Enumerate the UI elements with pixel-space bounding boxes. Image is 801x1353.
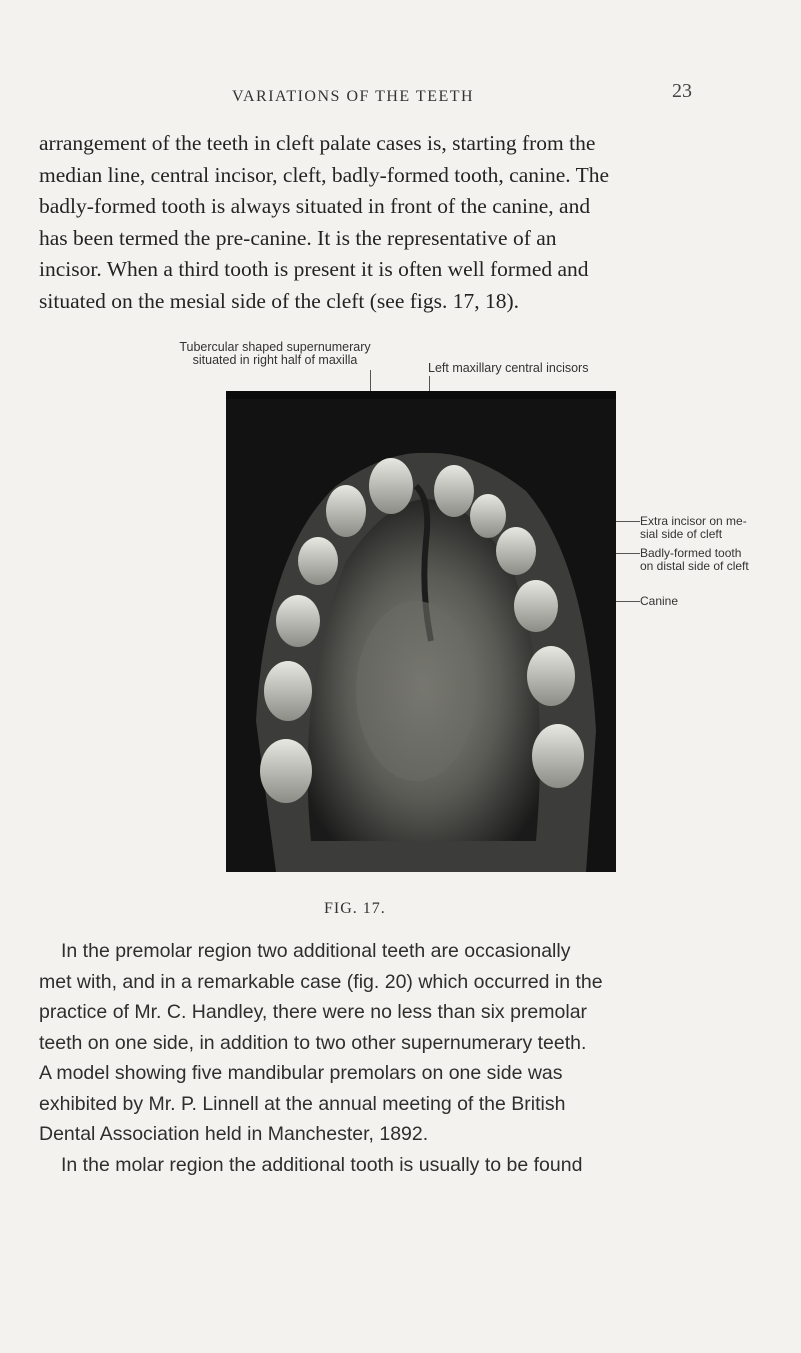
- text-line: situated on the mesial side of the cleft (see figs. 17, 18).: [39, 288, 520, 313]
- page-number: 23: [672, 80, 692, 102]
- text-line: A model showing five mandibular premolars on one side was: [39, 1062, 563, 1084]
- text-line: has been termed the pre-canine. It is the representative of an: [39, 225, 557, 250]
- leader-line: [612, 553, 640, 554]
- label-line: Extra incisor on me-: [640, 514, 747, 528]
- label-line: Tubercular shaped supernumerary: [179, 340, 371, 354]
- label-central-incisors: Left maxillary central incisors: [428, 361, 589, 375]
- label-badly-formed: [640, 547, 749, 573]
- text-line: incisor. When a third tooth is present it is often well formed and: [39, 257, 589, 281]
- leader-line: [370, 370, 371, 392]
- text-line: In the premolar region two additional teeth are occasionally: [61, 940, 571, 962]
- text-line: Dental Association held in Manchester, 1892.: [39, 1123, 429, 1145]
- label-canine: Canine: [640, 594, 679, 608]
- paragraph-2: [39, 936, 729, 1180]
- leader-line: [612, 521, 640, 522]
- text-line: practice of Mr. C. Handley, there were no less than six premolar: [39, 1001, 588, 1023]
- text-line: arrangement of the teeth in cleft palate cases is, starting from the: [39, 131, 596, 155]
- figure-caption: FIG. 17.: [324, 900, 386, 917]
- paragraph-1: [39, 128, 719, 317]
- text-line: teeth on one side, in addition to two other supernumerary teeth.: [39, 1031, 587, 1054]
- label-line: Badly-formed tooth: [640, 546, 742, 560]
- text-line: badly-formed tooth is always situated in front of the canine, and: [39, 194, 591, 218]
- label-line: situated in right half of maxilla: [192, 353, 358, 367]
- leader-line: [429, 376, 430, 392]
- running-title: VARIATIONS OF THE TEETH: [232, 88, 475, 105]
- maxilla-cast-illustration: [226, 391, 616, 872]
- text-line: median line, central incisor, cleft, badly-formed tooth, canine. The: [39, 162, 610, 187]
- text-line: met with, and in a remarkable case (fig. 20) which occurred in the: [39, 970, 603, 993]
- label-extra-incisor: [640, 515, 747, 541]
- text-line: In the molar region the additional tooth is usually to be found: [61, 1153, 583, 1176]
- label-line: sial side of cleft: [640, 527, 723, 541]
- maxilla-cast-photograph: [226, 391, 616, 872]
- label-line: on distal side of cleft: [640, 559, 749, 573]
- text-line: exhibited by Mr. P. Linnell at the annual meeting of the British: [39, 1092, 566, 1115]
- label-supernumerary: [170, 341, 380, 367]
- leader-line: [612, 601, 640, 602]
